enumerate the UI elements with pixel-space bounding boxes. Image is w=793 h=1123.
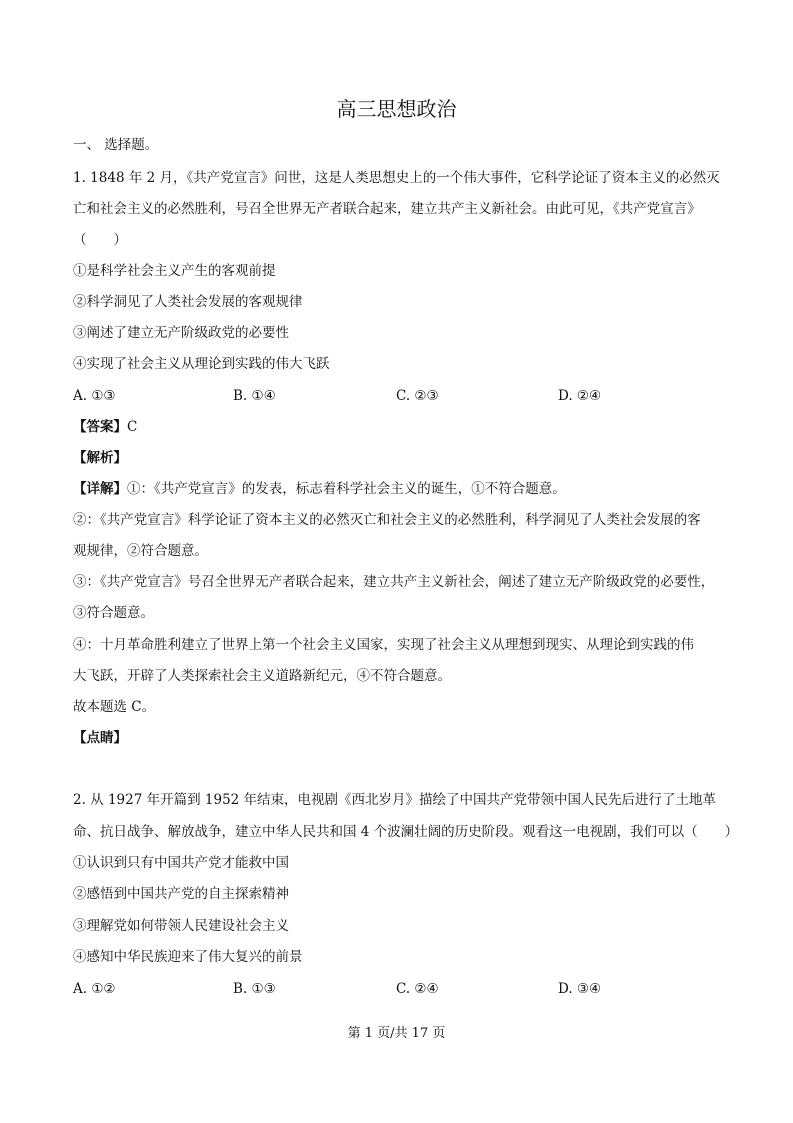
q1-stem-line-2: 亡和社会主义的必然胜利，号召全世界无产者联合起来，建立共产主义新社会。由此可见，《共产党宣言》 (73, 201, 701, 217)
q1-detail-line: ②：《共产党宣言》科学论证了资本主义的必然灭亡和社会主义的必然胜利，科学洞见了人类社会发展的客 (73, 512, 701, 528)
q1-detail-line: ④：十月革命胜利建立了世界上第一个社会主义国家，实现了社会主义从理想到现实、从理论到实践的伟 (73, 637, 694, 653)
q1-option-b: B. ①④ (233, 388, 276, 404)
q1-conclusion: 故本题选 C。 (73, 699, 156, 715)
answer-tag: 【答案】 (73, 419, 127, 435)
answer-value: C (127, 419, 138, 435)
q2-option-d: D. ③④ (558, 981, 602, 997)
q2-options (73, 980, 733, 998)
q2-item: ④感知中华民族迎来了伟大复兴的前景 (73, 949, 303, 965)
analysis-tag: 【解析】 (73, 450, 127, 466)
q1-option-c: C. ②③ (396, 388, 439, 404)
detail-text: ①：《共产党宣言》的发表，标志着科学社会主义的诞生，①不符合题意。 (127, 481, 566, 497)
q1-detail-line: ③符合题意。 (73, 605, 154, 621)
q1-option-a: A. ①③ (73, 388, 116, 404)
q1-item: ③阐述了建立无产阶级政党的必要性 (73, 325, 289, 341)
q1-item: ④实现了社会主义从理论到实践的伟大飞跃 (73, 356, 330, 372)
q1-detail-line (73, 480, 566, 498)
q2-option-b: B. ①③ (233, 981, 276, 997)
q2-option-c: C. ②④ (396, 981, 439, 997)
q2-stem-line-2: 命、抗日战争、解放战争，建立中华人民共和国 4 个波澜壮阔的历史阶段。观看这一电视剧，我们可以（ ） (73, 824, 739, 840)
q1-item: ②科学洞见了人类社会发展的客观规律 (73, 294, 303, 310)
q1-detail-line: ③：《共产党宣言》号召全世界无产者联合起来，建立共产主义新社会，阐述了建立无产阶级政党的必要性， (73, 574, 715, 590)
page-number: 第 1 页/共 17 页 (347, 1026, 446, 1041)
q2-stem-line-1: 2. 从 1927 年开篇到 1952 年结束，电视剧《西北岁月》描绘了中国共产党带领中国人民先后进行了土地革 (73, 792, 717, 808)
q2-item: ③理解党如何带领人民建设社会主义 (73, 918, 289, 934)
q2-item: ②感悟到中国共产党的自主探索精神 (73, 886, 289, 902)
q1-analysis-tag (73, 449, 127, 467)
detail-tag: 【详解】 (73, 481, 127, 497)
q1-comment-tag (73, 729, 127, 747)
q1-detail-line: 大飞跃，开辟了人类探索社会主义道路新纪元，④不符合题意。 (73, 668, 451, 684)
q1-options (73, 387, 733, 405)
q1-item: ①是科学社会主义产生的客观前提 (73, 263, 276, 279)
q1-answer (73, 418, 137, 436)
q1-option-d: D. ②④ (558, 388, 602, 404)
q2-option-a: A. ①② (73, 981, 116, 997)
comment-tag: 【点睛】 (73, 730, 127, 746)
q2-item: ①认识到只有中国共产党才能救中国 (73, 855, 289, 871)
section-heading: 一、 选择题。 (73, 137, 159, 153)
page-title: 高三思想政治 (336, 97, 457, 121)
q1-detail-line: 观规律，②符合题意。 (73, 543, 208, 559)
q1-stem-line-3: （ ） (73, 232, 127, 248)
q1-stem-line-1: 1. 1848 年 2 月，《共产党宣言》问世，这是人类思想史上的一个伟大事件，它科学论证了资本主义的必然灭 (73, 170, 720, 186)
